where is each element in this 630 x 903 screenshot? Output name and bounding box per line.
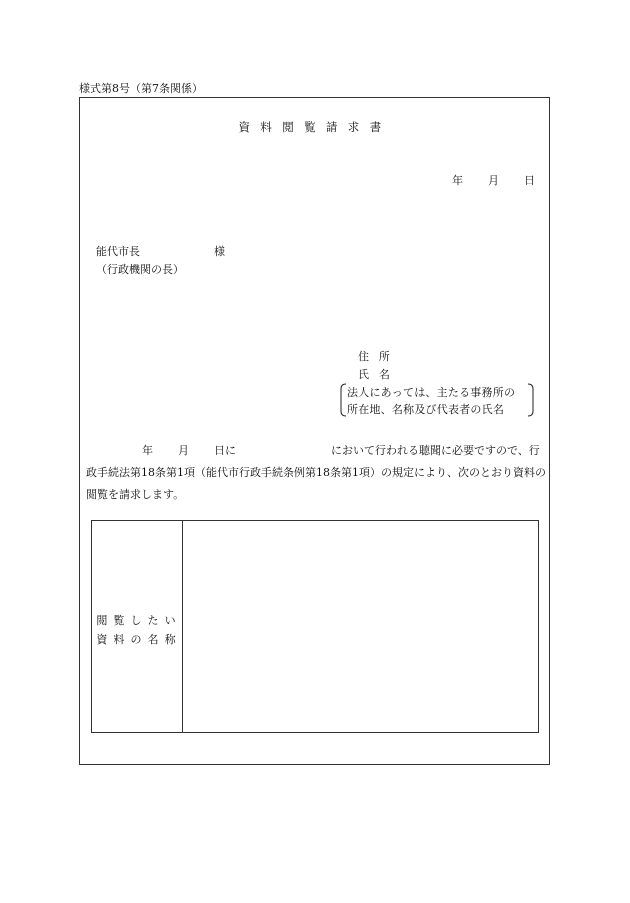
address-label: 住所 — [358, 350, 400, 363]
documents-label-line-2: 資料の名称 — [96, 633, 182, 646]
documents-label-line-1: 閲覧したい — [96, 614, 182, 627]
body-line-3: 閲覧を請求します。 — [86, 488, 185, 501]
documents-name-field[interactable] — [184, 521, 538, 732]
date-month-label: 月 — [488, 174, 499, 187]
body-line-1 — [86, 440, 546, 462]
documents-table — [91, 520, 539, 733]
corporate-note — [340, 383, 534, 417]
request-body — [86, 440, 546, 506]
name-label: 氏名 — [358, 368, 400, 381]
table-divider — [182, 521, 183, 732]
form-number: 様式第8号（第7条関係） — [79, 82, 203, 95]
addressee-note: （行政機関の長） — [96, 263, 184, 276]
hearing-location-text: において行われる聴聞に必要ですので、行 — [331, 444, 540, 457]
date-year-label: 年 — [452, 174, 463, 187]
documents-label — [92, 611, 182, 649]
hearing-day-label: 日に — [214, 444, 236, 457]
addressee-name: 能代市長 — [96, 245, 140, 258]
corporate-note-line-2: 所在地、名称及び代表者の氏名 — [347, 403, 505, 416]
corporate-note-line-1: 法人にあっては、主たる事務所の — [347, 386, 516, 399]
addressee-honorific: 様 — [214, 245, 225, 258]
hearing-year-label: 年 — [142, 444, 153, 457]
date-day-label: 日 — [524, 174, 535, 187]
hearing-month-label: 月 — [178, 444, 189, 457]
body-line-2: 政手続法第18条第1項（能代市行政手続条例第18条第1項）の規定により、次のとおり資料の — [86, 466, 546, 479]
form-title: 資料閲覧請求書 — [238, 120, 392, 134]
